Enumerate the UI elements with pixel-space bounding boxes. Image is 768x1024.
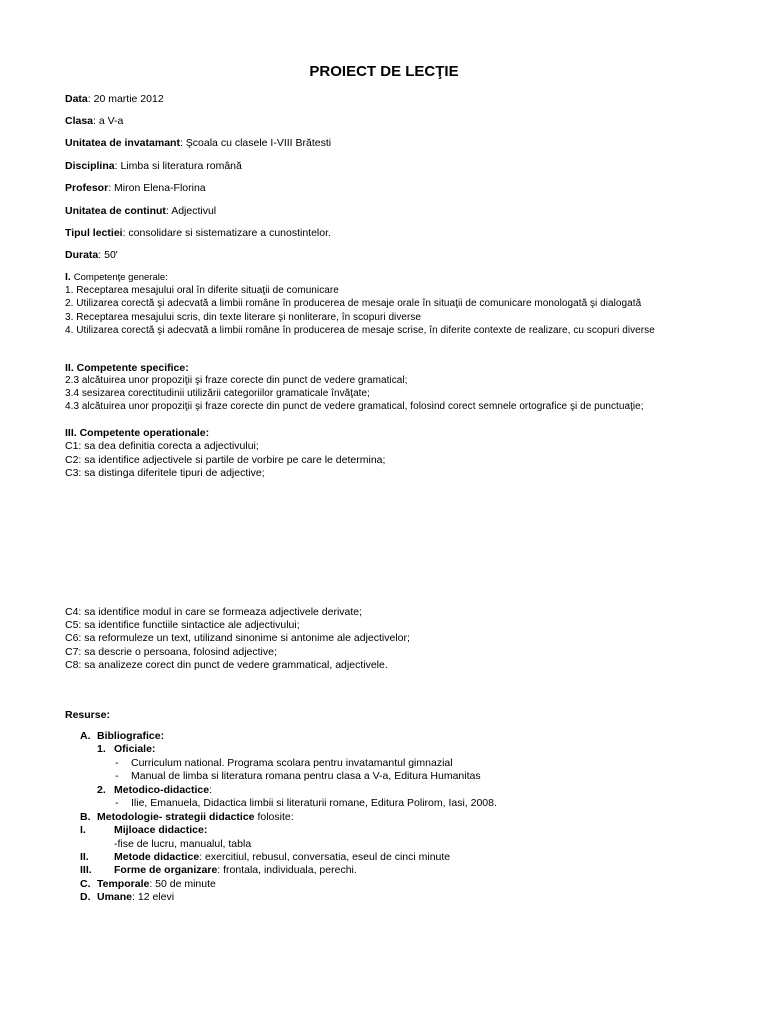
- competenta-specifica-3: 4.3 alcătuirea unor propoziţii şi fraze corecte din punct de vedere gramatical, folosind corect semnele ortografice şi de punctuaţie;: [65, 401, 644, 412]
- competenta-generala-1: 1. Receptarea mesajului oral în diferite situaţii de comunicare: [65, 285, 339, 296]
- page-title: PROIECT DE LECŢIE: [309, 63, 459, 80]
- competenta-generala-4: 4. Utilizarea corectă şi adecvată a limbii române în producerea de mesaje scrise, în diferite contexte de realizare, cu scopuri diverse: [65, 325, 655, 336]
- competenta-specifica-2: 3.4 sesizarea corectitudinii utilizării categoriilor gramaticale învăţate;: [65, 388, 370, 399]
- field-data: Data: 20 martie 2012: [65, 93, 164, 105]
- bibliografie-oficiala-2: Manual de limba si literatura romana pentru clasa a V-a, Editura Humanitas: [131, 770, 481, 782]
- resurse-i-mark: I.: [80, 824, 86, 836]
- resurse-d-mark: D.: [80, 891, 91, 903]
- resurse-metodico-didactice: Metodico-didactice:: [114, 784, 213, 796]
- obiectiv-c7: C7: sa descrie o persoana, folosind adjective;: [65, 646, 277, 658]
- resurse-a-mark: A.: [80, 730, 91, 742]
- competenta-generala-2: 2. Utilizarea corectă şi adecvată a limbii române în producerea de mesaje orale în situaţii de comunicare monologată şi dialogată: [65, 298, 642, 309]
- field-unitatea-continut: Unitatea de continut: Adjectivul: [65, 205, 217, 217]
- obiectiv-c3: C3: sa distinga diferitele tipuri de adjective;: [65, 467, 265, 479]
- obiectiv-c2: C2: sa identifice adjectivele si partile de vorbire pe care le determina;: [65, 454, 386, 466]
- field-disciplina: Disciplina: Limba si literatura română: [65, 160, 242, 172]
- bibliografie-oficiala-1: Curriculum national. Programa scolara pentru invatamantul gimnazial: [131, 757, 453, 769]
- resurse-heading: Resurse:: [65, 709, 110, 721]
- dash-bullet: -: [115, 797, 119, 809]
- field-clasa: Clasa: a V-a: [65, 115, 124, 127]
- resurse-umane: Umane: 12 elevi: [97, 891, 175, 903]
- dash-bullet: -: [115, 757, 119, 769]
- field-tipul-lectiei: Tipul lectiei: consolidare si sistematizare a cunostintelor.: [65, 227, 331, 239]
- resurse-mijloace-didactice: Mijloace didactice:: [114, 824, 208, 836]
- resurse-temporale: Temporale: 50 de minute: [97, 878, 216, 890]
- resurse-iii-mark: III.: [80, 864, 92, 876]
- competente-operationale-heading: III. Competente operationale:: [65, 427, 210, 439]
- resurse-metodologie: Metodologie- strategii didactice folosite:: [97, 811, 294, 823]
- resurse-forme-organizare: Forme de organizare: frontala, individuala, perechi.: [114, 864, 357, 876]
- competente-generale-heading: I. Competenţe generale:: [65, 271, 168, 283]
- resurse-b-mark: B.: [80, 811, 91, 823]
- field-durata: Durata: 50': [65, 249, 118, 261]
- obiectiv-c5: C5: sa identifice functiile sintactice ale adjectivului;: [65, 619, 300, 631]
- resurse-ii-mark: II.: [80, 851, 89, 863]
- resurse-metode-didactice: Metode didactice: exercitiul, rebusul, conversatia, eseul de cinci minute: [114, 851, 451, 863]
- obiectiv-c6: C6: sa reformuleze un text, utilizand sinonime si antonime ale adjectivelor;: [65, 632, 410, 644]
- field-profesor: Profesor: Miron Elena-Florina: [65, 182, 206, 194]
- field-unitatea-invatamant: Unitatea de invatamant: Şcoala cu clasele I-VIII Brătesti: [65, 137, 332, 149]
- resurse-a2-mark: 2.: [97, 784, 106, 796]
- competente-specifice-heading: II. Competente specifice:: [65, 362, 189, 374]
- dash-bullet: -: [115, 770, 119, 782]
- mijloace-didactice-value: -fise de lucru, manualul, tabla: [114, 838, 252, 850]
- obiectiv-c1: C1: sa dea definitia corecta a adjectivului;: [65, 440, 259, 452]
- resurse-c-mark: C.: [80, 878, 91, 890]
- bibliografie-metodica-1: Ilie, Emanuela, Didactica limbii si literaturii romane, Editura Polirom, Iasi, 2008.: [131, 797, 497, 809]
- resurse-a1-mark: 1.: [97, 743, 106, 755]
- resurse-oficiale: Oficiale:: [114, 743, 156, 755]
- competenta-generala-3: 3. Receptarea mesajului scris, din texte literare şi nonliterare, în scopuri diverse: [65, 312, 422, 323]
- obiectiv-c4: C4: sa identifice modul in care se formeaza adjectivele derivate;: [65, 606, 363, 618]
- resurse-bibliografice: Bibliografice:: [97, 730, 165, 742]
- obiectiv-c8: C8: sa analizeze corect din punct de vedere grammatical, adjectivele.: [65, 659, 388, 671]
- competenta-specifica-1: 2.3 alcătuirea unor propoziţii şi fraze corecte din punct de vedere gramatical;: [65, 375, 408, 386]
